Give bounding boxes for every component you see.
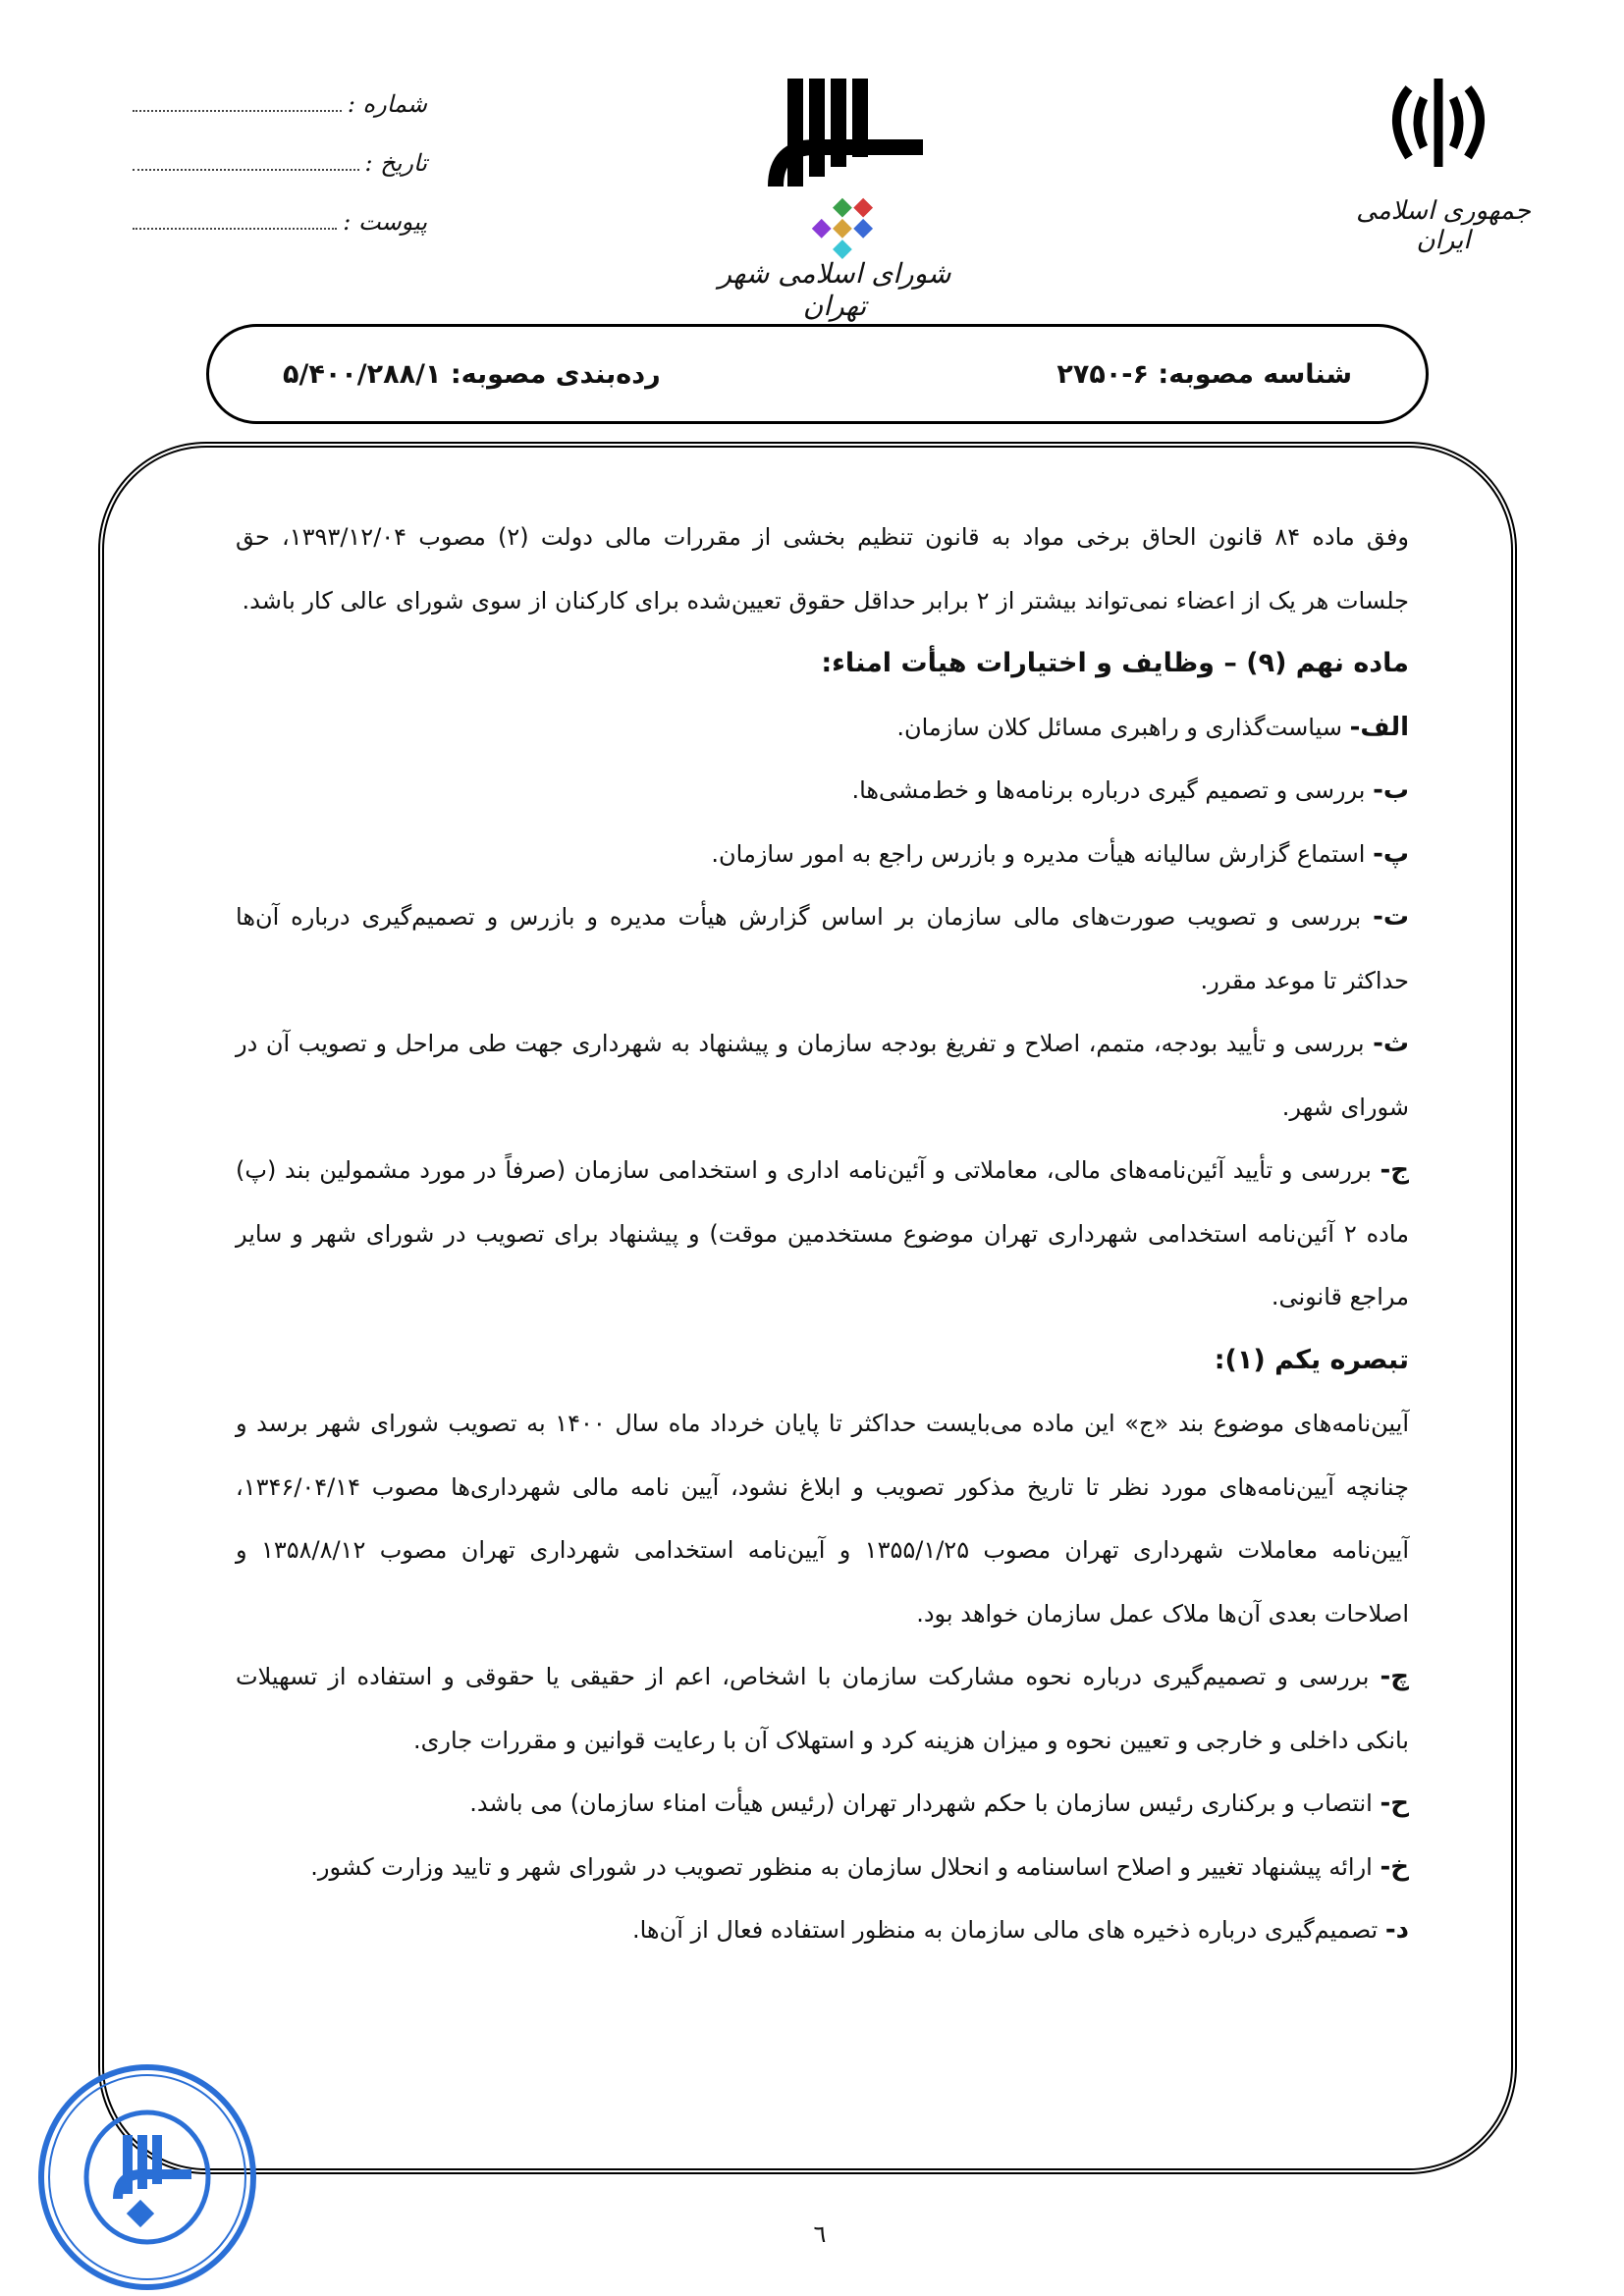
- country-name: جمهوری اسلامی ایران: [1356, 196, 1531, 255]
- clause-key: پ-: [1373, 838, 1409, 869]
- clause-text: ارائه پیشنهاد تغییر و اصلاح اساسنامه و انحلال سازمان به منظور تصویب در شورای شهر و تایید وزارت کشور.: [310, 1852, 1380, 1881]
- clause: [236, 1139, 1409, 1329]
- clause: [236, 1012, 1409, 1139]
- clause-text: بررسی و تأیید آئین‌نامه‌های مالی، معاملاتی و آئین‌نامه اداری و استخدامی سازمان (صرفاً در مورد مشمولین بند (پ) ماده ۲ آئین‌نامه استخدامی شهرداری تهران موضوع مستخدمین موقت) و پیشنهاد برای تصویب در شورای شهر و سایر مراجع قانونی.: [236, 1156, 1409, 1310]
- clause-key: الف-: [1349, 712, 1409, 742]
- dotted-line: [133, 104, 342, 112]
- number-field: [133, 90, 427, 118]
- note-heading: تبصره یکم (۱):: [1214, 1344, 1409, 1375]
- clause: [236, 696, 1409, 760]
- clause-text: بررسی و تصمیم گیری درباره برنامه‌ها و خط‌مشی‌ها.: [851, 776, 1374, 804]
- dotted-line: [133, 222, 337, 230]
- attachment-label: پیوست :: [343, 208, 427, 236]
- clause-text: سیاست‌گذاری و راهبری مسائل کلان سازمان.: [896, 713, 1350, 741]
- clause-key: ب-: [1373, 775, 1409, 805]
- clause: [236, 1898, 1409, 1962]
- article-heading: ماده نهم (۹) – وظایف و اختیارات هیأت امناء:: [821, 648, 1409, 678]
- clause-key: ج-: [1380, 1155, 1409, 1185]
- clause-key: ت-: [1373, 902, 1409, 932]
- clause: [236, 1836, 1409, 1899]
- clause: [236, 823, 1409, 886]
- intro-paragraph: وفق ماده ۸۴ قانون الحاق برخی مواد به قانون تنظیم بخشی از مقررات مالی دولت (۲) مصوب ۱۳۹۳/۱۲/۰۴، حق جلسات هر یک از اعضاء نمی‌تواند بیشتر از ۲ برابر حداقل حقوق تعیین‌شده برای کارکنان از سوی شورای عالی کار باشد.: [236, 523, 1410, 614]
- clause: [236, 885, 1409, 1012]
- attachment-field: [133, 208, 427, 236]
- clause-key: د-: [1384, 1915, 1409, 1945]
- clause: [236, 1772, 1409, 1836]
- clause-text: بررسی و تصویب صورت‌های مالی سازمان بر اساس گزارش هیأت مدیره و بازرس و تصمیم‌گیری درباره آن‌ها حداکثر تا موعد مقرر.: [236, 903, 1409, 994]
- clause-key: خ-: [1380, 1851, 1409, 1882]
- resolution-id-box: [206, 324, 1429, 424]
- clause-key: چ-: [1380, 1662, 1409, 1691]
- resolution-id: شناسه مصوبه: ۶-۲۷۵۰: [1056, 358, 1352, 390]
- council-stamp-icon: [34, 2061, 260, 2292]
- iran-emblem-icon: [1375, 69, 1502, 187]
- clause-text: انتصاب و برکناری رئیس سازمان با حکم شهردار تهران (رئیس هیأت امناء سازمان) می باشد.: [469, 1789, 1380, 1817]
- council-name: شورای اسلامی شهر تهران: [718, 257, 951, 322]
- clause: [236, 1645, 1409, 1772]
- clause-text: بررسی و تأیید بودجه، متمم، اصلاح و تفریغ بودجه سازمان و پیشنهاد به شهرداری جهت طی مراحل و تصویب آن در شورای شهر.: [236, 1030, 1409, 1121]
- note-paragraph: آیین‌نامه‌های موضوع بند «ج» این ماده می‌بایست حداکثر تا پایان خرداد ماه سال ۱۴۰۰ به تصویب شورای شهر برسد و چنانچه آیین‌نامه‌های مورد نظر تا تاریخ مذکور تصویب و ابلاغ نشود، آیین نامه مالی شهرداری‌ها مصوب ۱۳۴۶/۰۴/۱۴، آیین‌نامه معاملات شهرداری تهران مصوب ۱۳۵۵/۱/۲۵ و آیین‌نامه استخدامی شهرداری تهران مصوب ۱۳۵۸/۸/۱۲ و اصلاحات بعدی آن‌ها ملاک عمل سازمان خواهد بود.: [236, 1410, 1410, 1628]
- page-number: ٦: [813, 2220, 827, 2248]
- clause-key: ح-: [1380, 1789, 1409, 1818]
- clause-text: استماع گزارش سالیانه هیأت مدیره و بازرس راجع به امور سازمان.: [711, 839, 1374, 868]
- number-label: شماره :: [347, 90, 427, 118]
- clause: [236, 759, 1409, 823]
- resolution-classification: رده‌بندی مصوبه: ۵/۴۰۰/۲۸۸/۱: [283, 358, 661, 390]
- clause-key: ث-: [1373, 1029, 1409, 1058]
- council-logo-icon: [756, 69, 943, 265]
- dotted-line: [133, 163, 359, 171]
- date-field: [133, 149, 427, 177]
- document-body: [236, 506, 1409, 1962]
- date-label: تاریخ :: [364, 149, 427, 177]
- clause-text: تصمیم‌گیری درباره ذخیره های مالی سازمان به منظور استفاده فعال از آن‌ها.: [631, 1916, 1385, 1944]
- clause-text: بررسی و تصمیم‌گیری درباره نحوه مشارکت سازمان با اشخاص، اعم از حقیقی یا حقوقی و استفاده از تسهیلات بانکی داخلی و خارجی و تعیین نحوه و میزان هزینه کرد و استهلاک آن با رعایت قوانین و مقررات جاری.: [236, 1663, 1409, 1754]
